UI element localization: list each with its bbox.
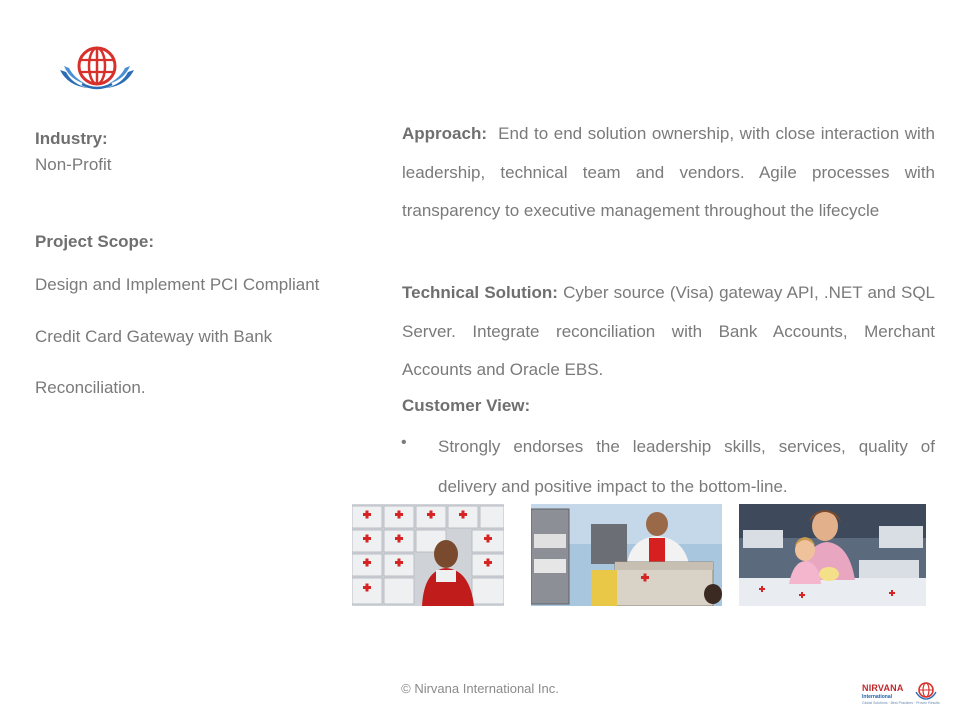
industry-label: Industry:	[35, 129, 108, 148]
footer-brand-name: NIRVANA	[862, 683, 904, 693]
footer-brand-sub: International	[862, 694, 893, 700]
approach-paragraph	[402, 115, 935, 231]
relief-worker-photo	[531, 504, 722, 606]
technical-solution-text: Cyber source (Visa) gateway API, .NET and SQL Server. Integrate reconciliation with Bank Accounts, Merchant Accounts and Oracle EBS.	[402, 283, 935, 379]
industry-value: Non-Profit	[35, 155, 112, 174]
technical-solution-paragraph	[402, 274, 935, 390]
copyright-text: © Nirvana International Inc.	[401, 681, 559, 696]
customer-view-label: Customer View:	[402, 396, 531, 415]
technical-solution-label: Technical Solution:	[402, 283, 558, 302]
project-scope-label: Project Scope:	[35, 232, 155, 251]
project-scope-line: Credit Card Gateway with Bank	[35, 327, 273, 346]
project-scope-line: Reconciliation.	[35, 378, 146, 397]
approach-label: Approach:	[402, 124, 487, 143]
shelter-family-photo	[739, 504, 926, 606]
bullet-icon: •	[401, 434, 407, 451]
company-logo-icon	[56, 42, 138, 94]
footer-brand-tagline: Global Solutions · Best Practices · Proven Results	[862, 701, 940, 705]
approach-text: End to end solution ownership, with close interaction with leadership, technical team and vendors. Agile processes with transparency to executive management throughout the lifecycle	[402, 124, 935, 220]
customer-view-bullet: Strongly endorses the leadership skills, services, quality of delivery and positive impact to the bottom-line.	[438, 437, 935, 496]
relief-boxes-photo	[352, 504, 504, 606]
project-scope-line: Design and Implement PCI Compliant	[35, 275, 320, 294]
